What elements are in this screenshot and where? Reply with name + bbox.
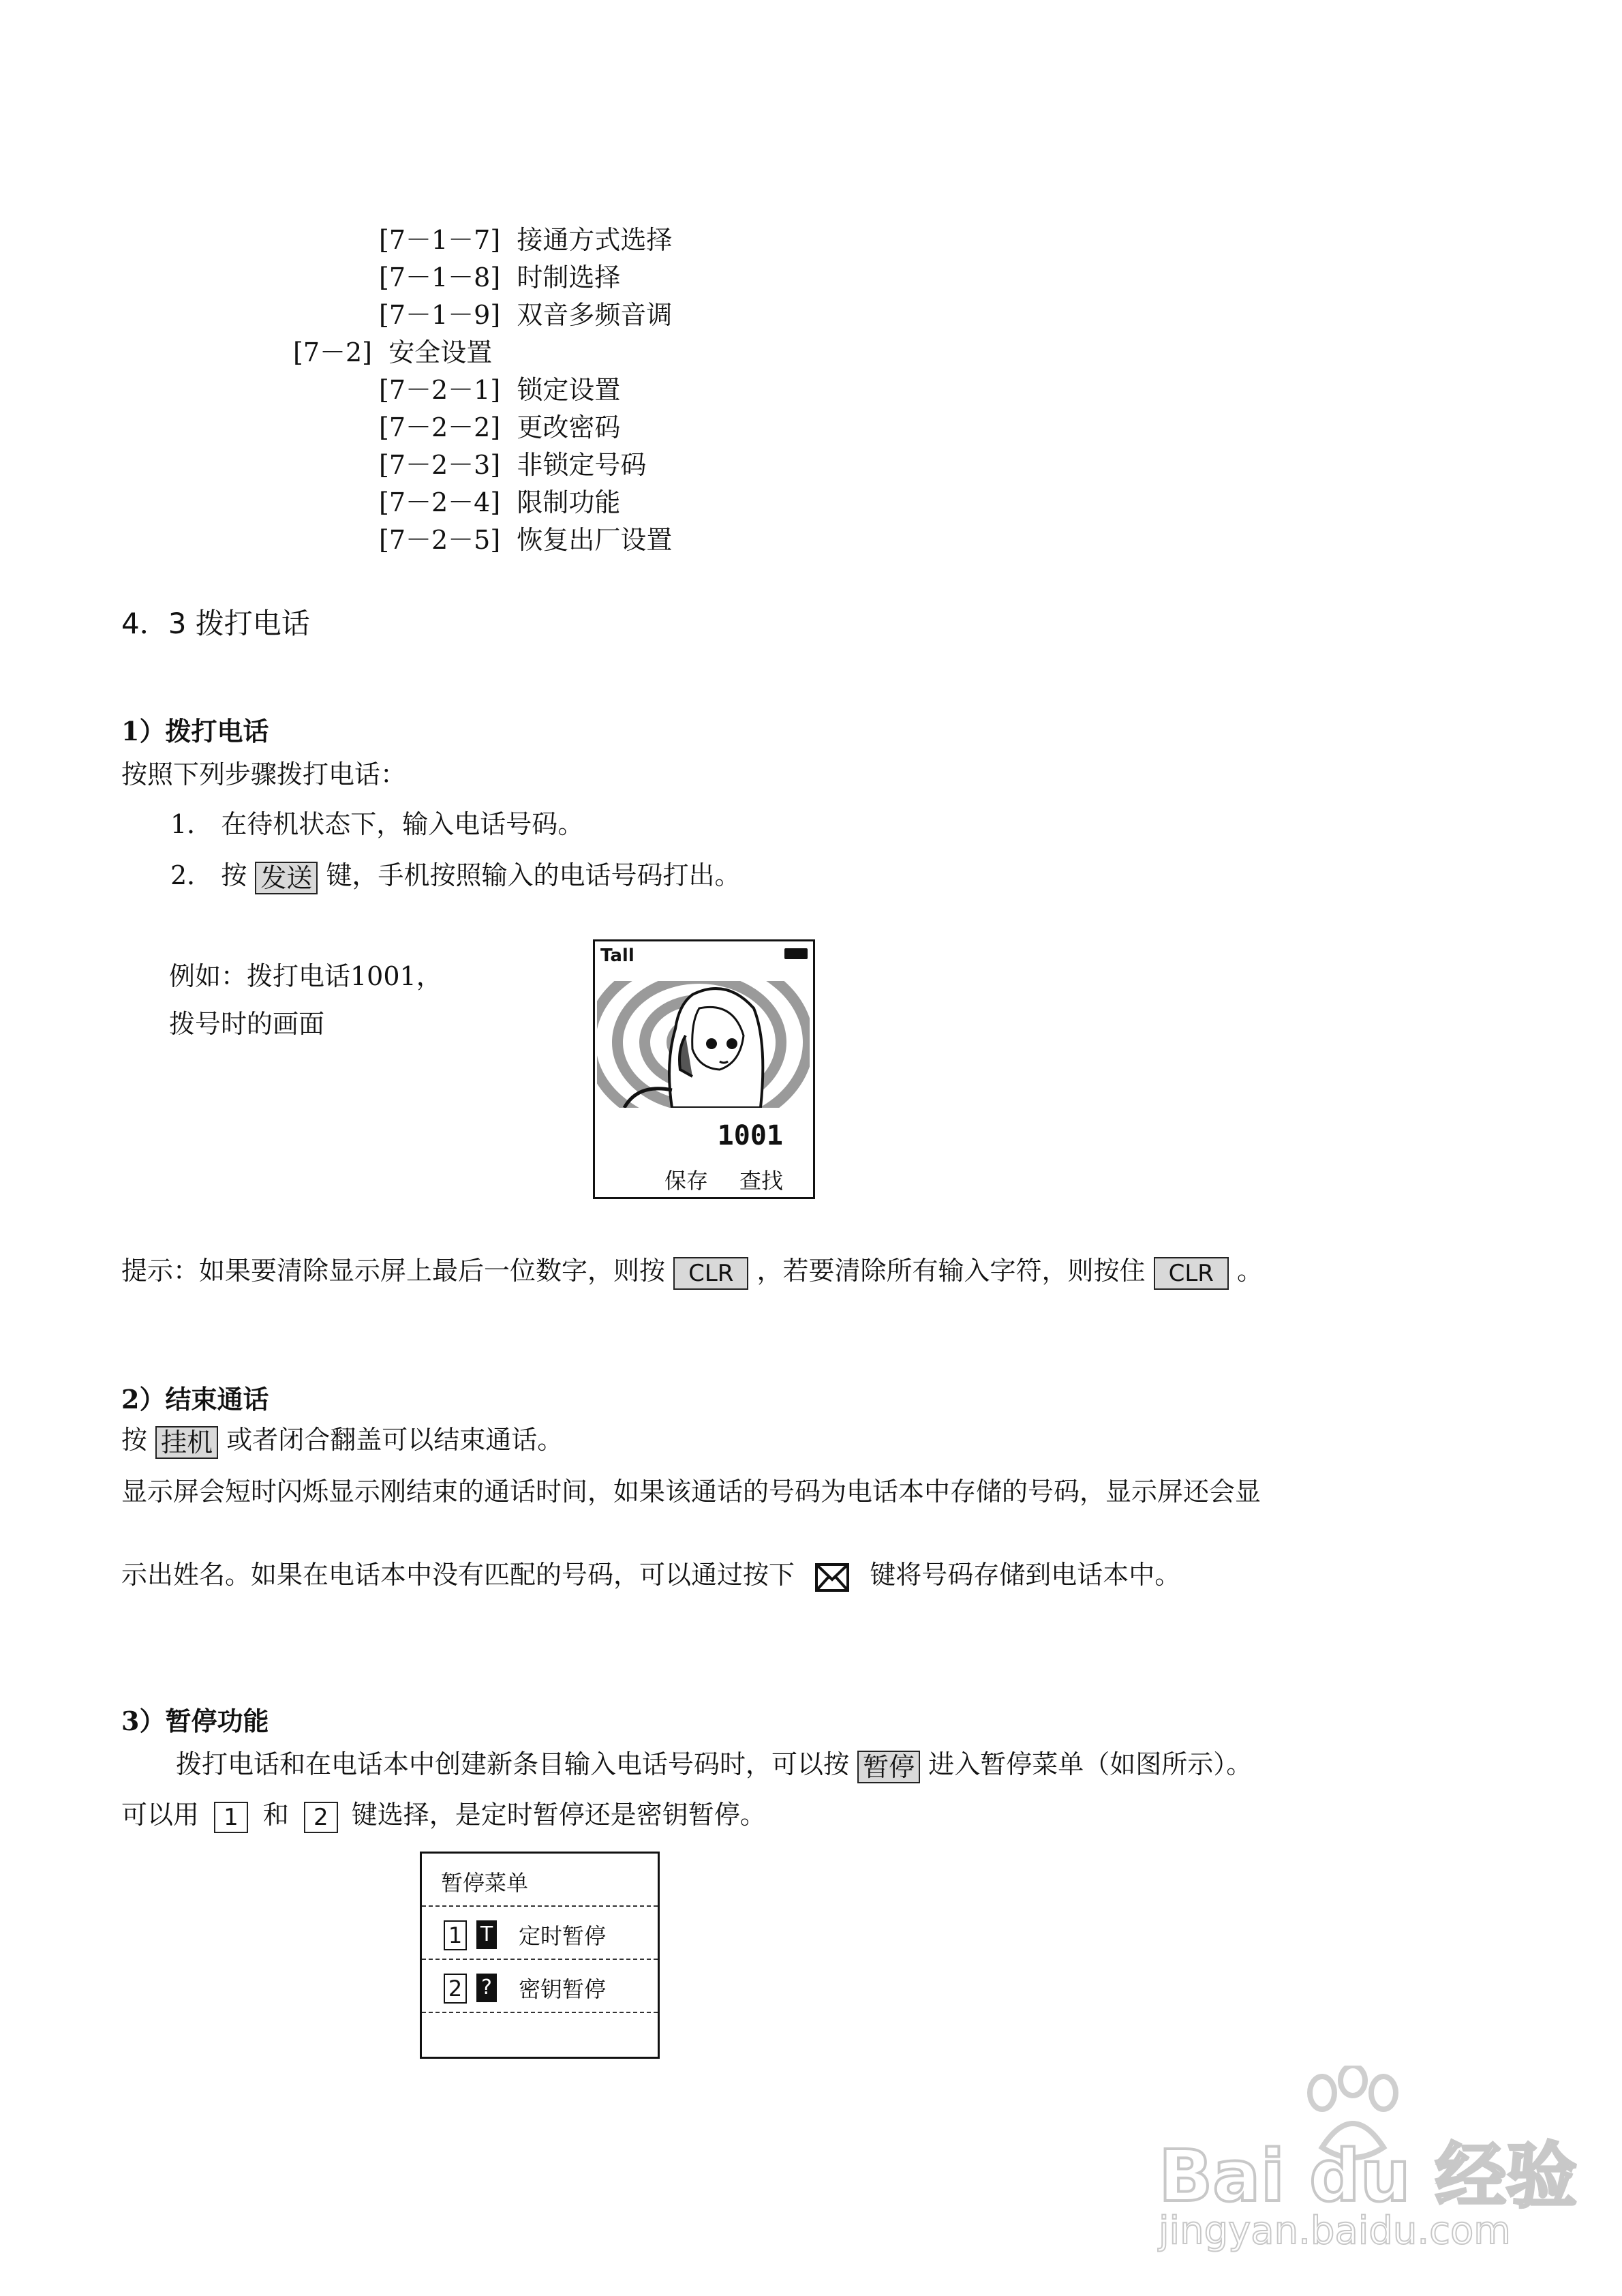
softkey-save: 保存 xyxy=(664,1168,709,1194)
menu-item: [7－2－1] 锁定设置 xyxy=(379,375,621,405)
menu-item: [7－1－9] 双音多频音调 xyxy=(379,300,673,330)
menu-item: [7－2] 安全设置 xyxy=(293,337,493,367)
menu-item: [7－2－3] 非锁定号码 xyxy=(379,450,647,480)
watermark-brand: Bai du 经验 xyxy=(1159,2134,1577,2218)
example-text-1: 例如：拨打电话1001， xyxy=(169,961,442,991)
step-2: 2． 按 发送 键，手机按照输入的电话号码打出。 xyxy=(170,860,741,893)
dialed-number: 1001 xyxy=(717,1120,783,1151)
hangup-key: 挂机 xyxy=(155,1426,218,1459)
watermark-url: jingyan.baidu.com xyxy=(1159,2209,1511,2253)
pause-text-2: 可以用 1 和 2 键选择，是定时暂停还是密钥暂停。 xyxy=(121,1798,766,1833)
mail-icon xyxy=(815,1563,849,1592)
end-call-desc-2: 示出姓名。如果在电话本中没有匹配的号码，可以通过按下 键将号码存储到电话本中。 xyxy=(121,1558,1180,1592)
key-pause-icon: ? xyxy=(476,1974,497,2002)
item-label: 密钥暂停 xyxy=(519,1976,607,2002)
menu-item: [7－2－4] 限制功能 xyxy=(379,487,621,517)
example-text-2: 拨号时的画面 xyxy=(169,1009,325,1039)
menu-item: [7－1－8] 时制选择 xyxy=(379,262,621,292)
softkey-find: 查找 xyxy=(739,1168,784,1194)
end-call-text: 按 挂机 或者闭合翻盖可以结束通话。 xyxy=(121,1425,564,1457)
intro-text: 按照下列步骤拨打电话： xyxy=(121,759,407,789)
phone-dial-screen xyxy=(593,939,815,1199)
pause-menu-title-row xyxy=(422,1854,658,1907)
pause-key: 暂停 xyxy=(857,1751,920,1783)
item-label: 定时暂停 xyxy=(519,1923,607,1949)
menu-item: [7－2－5] 恢复出厂设置 xyxy=(379,525,673,555)
key-2: 2 xyxy=(304,1802,338,1833)
pause-text-1: 拨打电话和在电话本中创建新条目输入电话号码时，可以按 暂停 进入暂停菜单（如图所示）。 xyxy=(176,1749,1253,1782)
pause-menu-title: 暂停菜单 xyxy=(441,1870,529,1896)
pause-menu-item[interactable] xyxy=(422,1907,658,1960)
battery-icon xyxy=(784,948,808,959)
subsection-heading-dial: 1）拨打电话 xyxy=(121,716,269,746)
subsection-heading-end-call: 2）结束通话 xyxy=(121,1384,269,1415)
section-title: 4．3 拨打电话 xyxy=(121,607,310,640)
item-number: 1 xyxy=(444,1920,467,1950)
item-number: 2 xyxy=(444,1974,467,2004)
signal-status: Tall xyxy=(600,946,634,966)
subsection-heading-pause: 3）暂停功能 xyxy=(121,1706,269,1736)
pause-menu-item[interactable] xyxy=(422,1960,658,2013)
key-1: 1 xyxy=(214,1802,248,1833)
end-call-desc-1: 显示屏会短时闪烁显示刚结束的通话时间，如果该通话的号码为电话本中存储的号码，显示屏还会显 xyxy=(121,1477,1261,1507)
pause-menu-screen xyxy=(420,1852,660,2059)
menu-item: [7－1－7] 接通方式选择 xyxy=(379,225,673,255)
clr-key: CLR xyxy=(673,1257,748,1290)
wallpaper-image xyxy=(597,981,810,1108)
tip-text: 提示：如果要清除显示屏上最后一位数字，则按 CLR ，若要清除所有输入字符，则按住 CLR 。 xyxy=(121,1254,1263,1290)
send-key: 发送 xyxy=(255,862,318,894)
menu-item: [7－2－2] 更改密码 xyxy=(379,412,621,442)
clr-key: CLR xyxy=(1154,1257,1229,1290)
timed-pause-icon: T xyxy=(476,1920,497,1949)
step-1: 1． 在待机状态下，输入电话号码。 xyxy=(170,809,584,839)
